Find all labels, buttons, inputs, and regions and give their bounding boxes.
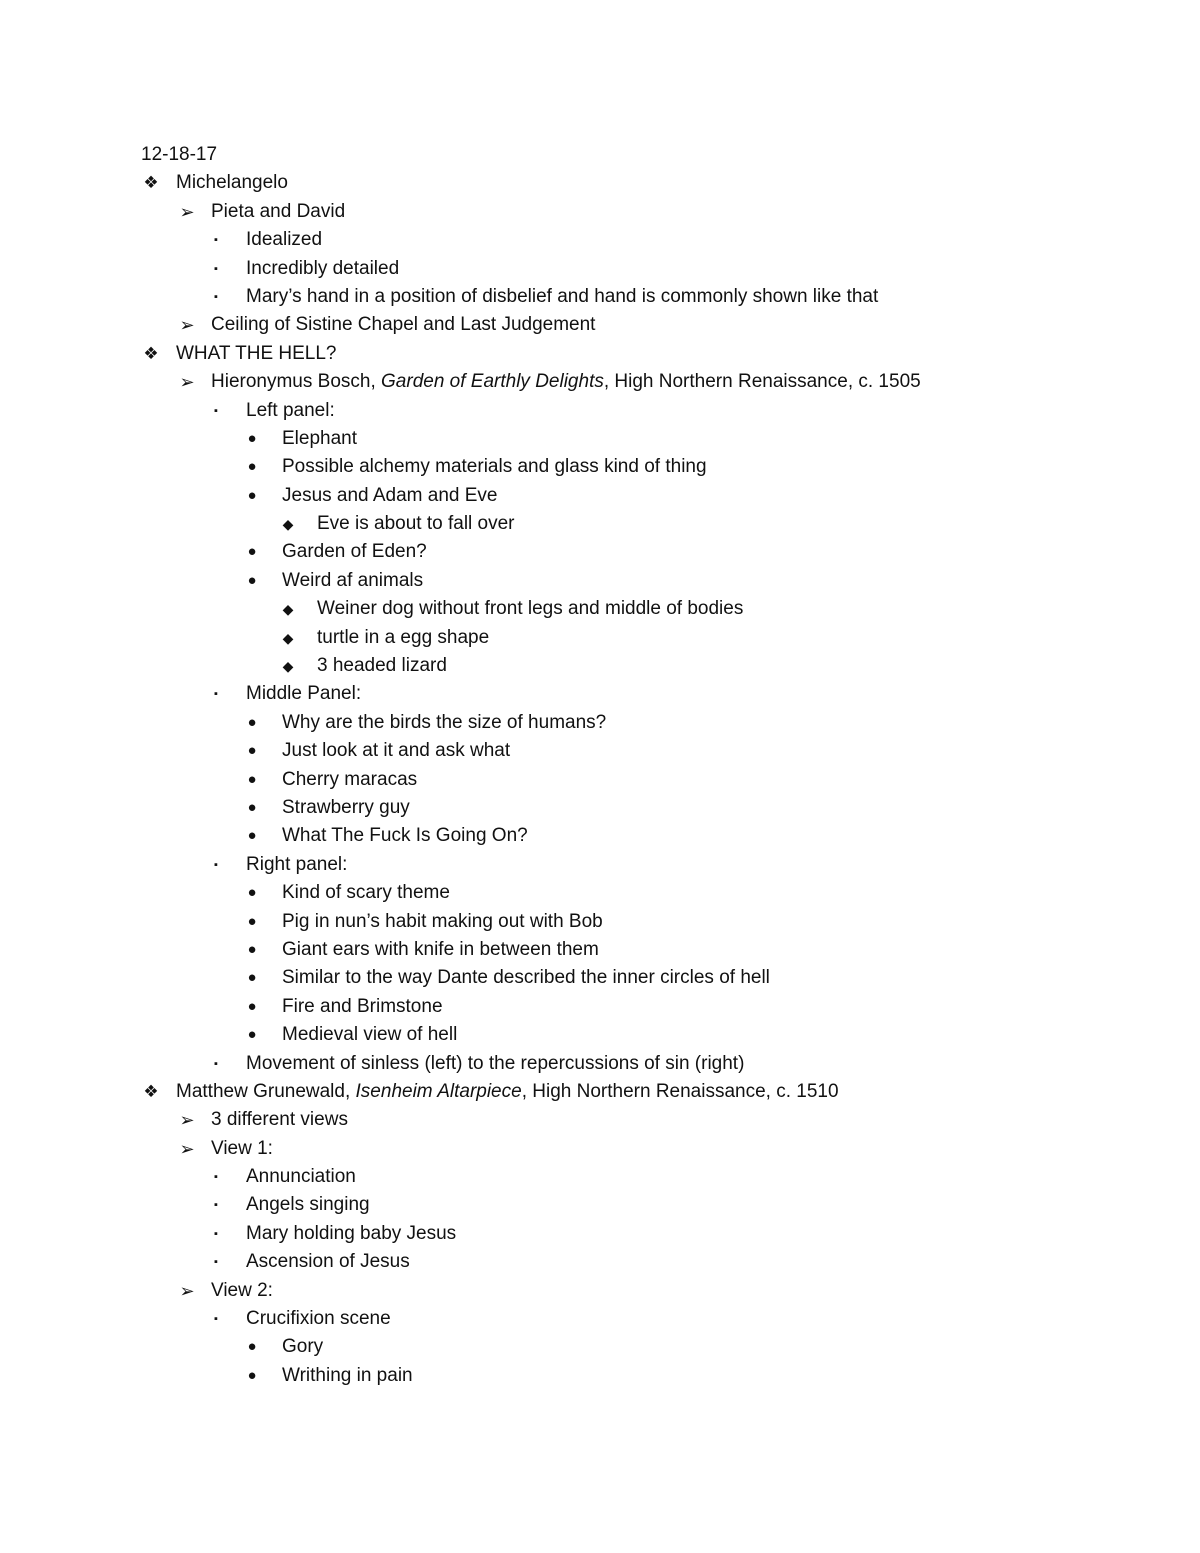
outline-item-level-3 [0,226,1200,254]
outline-item-level-3 [0,1163,1200,1191]
outline-item-text: Possible alchemy materials and glass kind of thing [282,456,707,478]
outline-item-level-4 [0,737,1200,765]
outline-item-text: Annunciation [246,1166,356,1188]
outline-item-text: Similar to the way Dante described the inner circles of hell [282,967,770,989]
outline-item-text: Giant ears with knife in between them [282,938,599,960]
dot-bullet-icon: ● [247,940,257,958]
outline-item-text: Crucifixion scene [246,1308,391,1330]
outline-item-level-4 [0,936,1200,964]
outline-item-text [211,368,921,396]
outline-item-text: Pig in nun’s habit making out with Bob [282,910,603,932]
outline-item-level-4 [0,482,1200,510]
outline-item-level-3 [0,1191,1200,1219]
text-run: Hieronymus Bosch, [211,371,382,393]
dot-bullet-icon: ● [247,429,257,447]
square-bullet-icon: ▪ [214,1057,218,1070]
arrowhead-bullet-icon: ➢ [179,372,195,393]
dot-bullet-icon: ● [247,884,257,902]
dot-bullet-icon: ● [247,827,257,845]
outline-item-level-3 [0,255,1200,283]
outline-item-text: Incredibly detailed [246,257,400,279]
notes-outline [0,169,1200,1390]
outline-item-text: Mary holding baby Jesus [246,1222,457,1244]
diamond-bullet-icon: ◆ [282,601,294,618]
outline-item-level-3 [0,680,1200,708]
square-bullet-icon: ▪ [214,858,218,871]
dot-bullet-icon: ● [247,1026,257,1044]
dot-bullet-icon: ● [247,1366,257,1384]
outline-item-text: Ceiling of Sistine Chapel and Last Judgement [211,314,596,336]
square-bullet-icon: ▪ [214,1171,218,1184]
outline-item-text: Medieval view of hell [282,1024,458,1046]
diamond-star-bullet-icon: ❖ [143,1081,159,1101]
dot-bullet-icon: ● [247,486,257,504]
dot-bullet-icon: ● [247,571,257,589]
outline-item-text: Fire and Brimstone [282,995,443,1017]
outline-item-level-5 [0,652,1200,680]
outline-item-text: Garden of Eden? [282,541,427,563]
outline-item-level-4 [0,879,1200,907]
outline-item-level-4 [0,709,1200,737]
diamond-star-bullet-icon: ❖ [143,173,159,193]
outline-item-level-1 [0,169,1200,197]
outline-item-text: Eve is about to fall over [317,513,515,535]
document-page [0,141,1200,1390]
note-date: 12-18-17 [141,144,218,165]
outline-item-text: Why are the birds the size of humans? [282,711,607,733]
outline-item-level-5 [0,510,1200,538]
outline-item-level-4 [0,567,1200,595]
outline-item-text: Just look at it and ask what [282,740,511,762]
text-run: Matthew Grunewald, [176,1080,356,1102]
outline-item-level-3 [0,1305,1200,1333]
dot-bullet-icon: ● [247,969,257,987]
square-bullet-icon: ▪ [214,1199,218,1212]
outline-item-level-4 [0,964,1200,992]
dot-bullet-icon: ● [247,1338,257,1356]
outline-item-level-4 [0,453,1200,481]
outline-item-text: 3 different views [211,1109,348,1131]
outline-item-level-4 [0,794,1200,822]
outline-item-level-5 [0,624,1200,652]
outline-item-level-5 [0,595,1200,623]
outline-item-level-4 [0,1021,1200,1049]
outline-item-text: What The Fuck Is Going On? [282,825,528,847]
outline-item-text: Ascension of Jesus [246,1251,410,1273]
outline-item-level-4 [0,1333,1200,1361]
outline-item-level-3 [0,1220,1200,1248]
square-bullet-icon: ▪ [214,688,218,701]
outline-item-level-3 [0,851,1200,879]
arrowhead-bullet-icon: ➢ [179,315,195,336]
square-bullet-icon: ▪ [214,1256,218,1269]
text-run: , High Northern Renaissance, c. 1510 [521,1080,839,1102]
outline-item-text: Elephant [282,427,358,449]
outline-item-level-1 [0,1078,1200,1106]
outline-item-text: turtle in a egg shape [317,626,490,648]
outline-item-text: Angels singing [246,1194,370,1216]
outline-item-text: Idealized [246,229,323,251]
arrowhead-bullet-icon: ➢ [179,201,195,222]
outline-item-level-4 [0,1362,1200,1390]
outline-item-text: WHAT THE HELL? [176,342,337,364]
outline-item-level-2 [0,311,1200,339]
outline-item-text: View 2: [211,1279,273,1301]
arrowhead-bullet-icon: ➢ [179,1280,195,1301]
outline-item-text: Pieta and David [211,200,346,222]
outline-item-text: Mary’s hand in a position of disbelief and hand is commonly shown like that [246,285,879,307]
outline-item-text: Michelangelo [176,172,288,194]
outline-item-text [176,1078,839,1106]
outline-item-level-4 [0,425,1200,453]
dot-bullet-icon: ● [247,912,257,930]
dot-bullet-icon: ● [247,770,257,788]
outline-item-text: Writhing in pain [282,1364,413,1386]
outline-item-text: Weird af animals [282,569,424,591]
diamond-bullet-icon: ◆ [282,658,294,675]
square-bullet-icon: ▪ [214,1227,218,1240]
diamond-star-bullet-icon: ❖ [143,343,159,363]
outline-item-level-2 [0,1277,1200,1305]
outline-item-level-2 [0,368,1200,396]
outline-item-text: Movement of sinless (left) to the repercussions of sin (right) [246,1052,745,1074]
dot-bullet-icon: ● [247,997,257,1015]
outline-item-level-4 [0,993,1200,1021]
dot-bullet-icon: ● [247,543,257,561]
outline-item-level-3 [0,397,1200,425]
arrowhead-bullet-icon: ➢ [179,1110,195,1131]
dot-bullet-icon: ● [247,458,257,476]
outline-item-text: Middle Panel: [246,683,362,705]
dot-bullet-icon: ● [247,742,257,760]
dot-bullet-icon: ● [247,713,257,731]
artwork-title: Isenheim Altarpiece [355,1080,522,1102]
outline-item-text: 3 headed lizard [317,655,447,677]
outline-item-text: View 1: [211,1137,273,1159]
outline-item-text: Left panel: [246,399,335,421]
arrowhead-bullet-icon: ➢ [179,1138,195,1159]
outline-item-text: Weiner dog without front legs and middle of bodies [317,598,744,620]
outline-item-level-4 [0,538,1200,566]
outline-item-level-3 [0,1248,1200,1276]
outline-item-text: Right panel: [246,853,348,875]
outline-item-level-4 [0,766,1200,794]
outline-item-level-2 [0,1135,1200,1163]
outline-item-level-2 [0,1106,1200,1134]
text-run: , High Northern Renaissance, c. 1505 [603,371,921,393]
square-bullet-icon: ▪ [214,262,218,275]
square-bullet-icon: ▪ [214,290,218,303]
artwork-title: Garden of Earthly Delights [381,371,604,393]
square-bullet-icon: ▪ [214,404,218,417]
square-bullet-icon: ▪ [214,1313,218,1326]
outline-item-text: Gory [282,1336,324,1358]
outline-item-level-4 [0,908,1200,936]
outline-item-level-4 [0,822,1200,850]
outline-item-level-3 [0,283,1200,311]
square-bullet-icon: ▪ [214,234,218,247]
dot-bullet-icon: ● [247,798,257,816]
outline-item-level-1 [0,340,1200,368]
outline-item-text: Cherry maracas [282,768,418,790]
diamond-bullet-icon: ◆ [282,629,294,646]
outline-item-text: Strawberry guy [282,796,410,818]
outline-item-text: Kind of scary theme [282,882,450,904]
outline-item-level-2 [0,198,1200,226]
outline-item-level-3 [0,1050,1200,1078]
outline-item-text: Jesus and Adam and Eve [282,484,498,506]
diamond-bullet-icon: ◆ [282,516,294,533]
